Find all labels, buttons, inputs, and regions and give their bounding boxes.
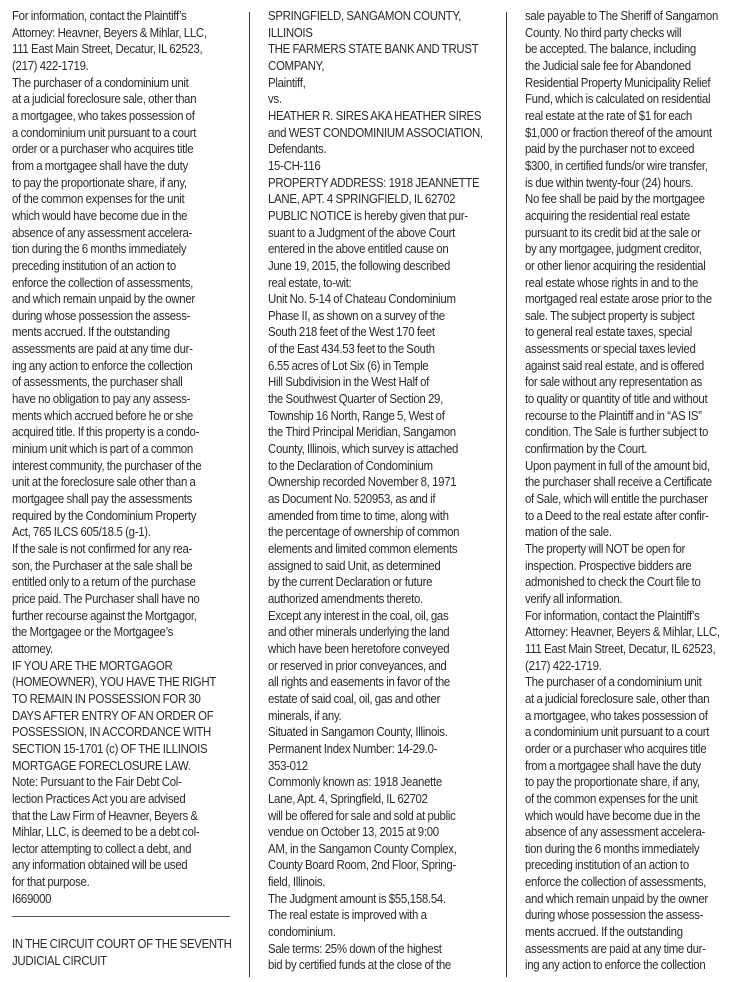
- text-line: that the Law Firm of Heavner, Beyers &: [12, 807, 198, 823]
- text-line: and other minerals underlying the land: [268, 624, 450, 640]
- text-line: the purchaser shall receive a Certificate: [525, 474, 712, 490]
- text-line: to general real estate taxes, special: [525, 324, 693, 340]
- text-line: The real estate is improved with a: [268, 907, 427, 923]
- text-line: is due within twenty-four (24) hours.: [525, 174, 694, 190]
- notice-separator-rule: [12, 916, 230, 917]
- text-line: paid by the purchaser not to exceed: [525, 141, 695, 157]
- column-1-notice-text: [12, 8, 216, 907]
- text-line: 111 East Main Street, Decatur, IL 62523,: [12, 41, 203, 57]
- text-line: The purchaser of a condominium unit: [12, 74, 189, 90]
- text-line: a condominium unit pursuant to a court: [525, 724, 710, 740]
- text-line: $1,000 or fraction thereof of the amount: [525, 124, 712, 140]
- text-line: further recourse against the Mortgagor,: [12, 607, 197, 623]
- text-line: I669000: [12, 890, 52, 906]
- text-line: Attorney: Heavner, Beyers & Mihlar, LLC,: [525, 624, 720, 640]
- text-line: the Third Principal Meridian, Sangamon: [268, 424, 456, 440]
- text-line: confirmation by the Court.: [525, 441, 648, 457]
- text-line: or other lienor acquiring the residential: [525, 257, 706, 273]
- text-line: absence of any assessment accelera-: [12, 224, 193, 240]
- text-line: County. No third party checks will: [525, 24, 682, 40]
- text-line: County Board Room, 2nd Floor, Spring-: [268, 857, 457, 873]
- text-line: admonished to check the Court file to: [525, 574, 701, 590]
- text-line: by the current Declaration or future: [268, 574, 433, 590]
- text-line: the Southwest Quarter of Section 29,: [268, 391, 443, 407]
- text-line: son, the Purchaser at the sale shall be: [12, 557, 193, 573]
- text-line: verify all information.: [525, 590, 623, 606]
- text-line: and which remain unpaid by the owner: [525, 890, 708, 906]
- text-line: assessments are paid at any time dur-: [525, 940, 706, 956]
- text-line: entitled only to a return of the purchase: [12, 574, 196, 590]
- text-line: IF YOU ARE THE MORTGAGOR: [12, 657, 173, 673]
- text-line: during whose possession the assess-: [525, 907, 704, 923]
- text-line: ments accrued. If the outstanding: [12, 324, 170, 340]
- text-line: mation of the sale.: [525, 524, 612, 540]
- text-line: for sale without any representation as: [525, 374, 702, 390]
- text-line: absence of any assessment accelera-: [525, 824, 706, 840]
- text-line: preceding institution of an action to: [12, 257, 176, 273]
- text-line: price paid. The Purchaser shall have no: [12, 590, 200, 606]
- text-line: acquiring the residential real estate: [525, 207, 690, 223]
- text-line: County, Illinois, which survey is attached: [268, 441, 459, 457]
- text-line: real estate at the rate of $1 for each: [525, 107, 692, 123]
- text-line: which would have become due in the: [525, 807, 701, 823]
- text-line: by any mortgagee, judgment creditor,: [525, 241, 702, 257]
- text-line: condominium.: [268, 924, 336, 940]
- text-line: to the Declaration of Condominium: [268, 457, 433, 473]
- text-line: SPRINGFIELD, SANGAMON COUNTY,: [268, 8, 462, 23]
- text-line: against said real estate, and is offered: [525, 357, 704, 373]
- text-line: real estate whose rights in and to the: [525, 274, 699, 290]
- text-line: assessments or special taxes levied: [525, 341, 696, 357]
- text-line: the percentage of ownership of common: [268, 524, 460, 540]
- text-line: will be offered for sale and sold at public: [268, 807, 456, 823]
- text-line: unit at the foreclosure sale other than a: [12, 474, 196, 490]
- text-line: of the East 434.53 feet to the South: [268, 341, 435, 357]
- text-line: recourse to the Plaintiff and in “AS IS”: [525, 407, 702, 423]
- text-line: the Mortgagee or the Mortgagee’s: [12, 624, 174, 640]
- text-line: as Document No. 520953, as and if: [268, 491, 436, 507]
- text-line: tion during the 6 months immediately: [525, 840, 700, 856]
- text-line: sale. The subject property is subject: [525, 307, 695, 323]
- text-line: order or a purchaser who acquires title: [525, 740, 707, 756]
- text-line: inspection. Prospective bidders are: [525, 557, 692, 573]
- text-line: the Judicial sale fee for Abandoned: [525, 57, 691, 73]
- text-line: which have been heretofore conveyed: [268, 640, 450, 656]
- text-line: South 218 feet of the West 170 feet: [268, 324, 435, 340]
- text-line: field, Illinois.: [268, 874, 326, 890]
- text-line: Act, 765 ILCS 605/18.5 (g-1).: [12, 524, 151, 540]
- text-line: ments accrued. If the outstanding: [525, 924, 683, 940]
- text-line: tion during the 6 months immediately: [12, 241, 187, 257]
- text-line: enforce the collection of assessments,: [525, 874, 707, 890]
- text-line: 111 East Main Street, Decatur, IL 62523,: [525, 640, 716, 656]
- text-line: ing any action to enforce the collection: [525, 957, 706, 973]
- text-line: have no obligation to pay any assess-: [12, 391, 191, 407]
- text-line: elements and limited common elements: [268, 541, 458, 556]
- text-line: (217) 422-1719.: [12, 57, 89, 73]
- text-line: $300, in certified funds/or wire transfer,: [525, 157, 708, 173]
- text-line: of assessments, the purchaser shall: [12, 374, 183, 390]
- text-line: amended from time to time, along with: [268, 507, 449, 523]
- text-line: attorney.: [12, 640, 53, 656]
- text-line: preceding institution of an action to: [525, 857, 689, 873]
- court-heading-line: IN THE CIRCUIT COURT OF THE SEVENTH: [12, 936, 232, 951]
- text-line: be accepted. The balance, including: [525, 41, 696, 57]
- text-line: ing any action to enforce the collection: [12, 357, 193, 373]
- column-divider: [249, 12, 250, 977]
- text-line: interest community, the purchaser of the: [12, 457, 202, 473]
- text-line: Mihlar, LLC, is deemed to be a debt col-: [12, 824, 200, 840]
- text-line: a mortgagee, who takes possession of: [525, 707, 708, 723]
- text-line: For information, contact the Plaintiff’s: [525, 607, 700, 623]
- text-line: The purchaser of a condominium unit: [525, 674, 702, 690]
- text-line: SECTION 15-1701 (c) OF THE ILLINOIS: [12, 740, 208, 756]
- text-line: to a Deed to the real estate after confir-: [525, 507, 709, 523]
- text-line: PUBLIC NOTICE is hereby given that pur-: [268, 207, 468, 223]
- text-line: 353-012: [268, 757, 308, 773]
- text-line: The property will NOT be open for: [525, 541, 686, 556]
- text-line: required by the Condominium Property: [12, 507, 197, 523]
- text-line: Commonly known as: 1918 Jeanette: [268, 774, 442, 790]
- text-line: Situated in Sangamon County, Illinois.: [268, 724, 448, 740]
- text-line: vendue on October 13, 2015 at 9:00: [268, 824, 439, 840]
- text-line: DAYS AFTER ENTRY OF AN ORDER OF: [12, 707, 214, 723]
- text-line: which would have become due in the: [12, 207, 188, 223]
- text-line: sale payable to The Sheriff of Sangamon: [525, 8, 719, 23]
- text-line: Unit No. 5-14 of Chateau Condominium: [268, 291, 456, 307]
- text-line: and WEST CONDOMINIUM ASSOCIATION,: [268, 124, 483, 140]
- text-line: of Sale, which will entitle the purchaser: [525, 491, 708, 507]
- text-line: assigned to said Unit, as determined: [268, 557, 441, 573]
- text-line: to pay the proportionate share, if any,: [525, 774, 700, 790]
- text-line: AM, in the Sangamon County Complex,: [268, 840, 457, 856]
- text-line: 6.55 acres of Lot Six (6) in Temple: [268, 357, 429, 373]
- text-line: all rights and easements in favor of the: [268, 674, 450, 690]
- text-line: THE FARMERS STATE BANK AND TRUST: [268, 41, 479, 57]
- court-heading: [12, 936, 232, 969]
- text-line: condition. The Sale is further subject to: [525, 424, 709, 440]
- column-3-notice-text: [525, 8, 720, 974]
- text-line: Township 16 North, Range 5, West of: [268, 407, 445, 423]
- text-line: for that purpose.: [12, 874, 90, 890]
- text-line: Phase II, as shown on a survey of the: [268, 307, 445, 323]
- text-line: Permanent Index Number: 14-29.0-: [268, 740, 438, 756]
- text-line: Lane, Apt. 4, Springfield, IL 62702: [268, 790, 428, 806]
- text-line: Defendants.: [268, 141, 327, 157]
- text-line: real estate, to-wit:: [268, 274, 352, 290]
- text-line: 15-CH-116: [268, 157, 321, 173]
- column-2-notice-text: [268, 8, 483, 974]
- text-line: during whose possession the assess-: [12, 307, 191, 323]
- text-line: acquired title. If this property is a condo-: [12, 424, 200, 440]
- text-line: mortgagee shall pay the assessments: [12, 491, 193, 507]
- text-line: a mortgagee, who takes possession of: [12, 107, 195, 123]
- text-line: Plaintiff,: [268, 74, 306, 90]
- text-line: and which remain unpaid by the owner: [12, 291, 195, 307]
- text-line: minium unit which is part of a common: [12, 441, 193, 457]
- text-line: to pay the proportionate share, if any,: [12, 174, 187, 190]
- text-line: bid by certified funds at the close of the: [268, 957, 451, 973]
- text-line: at a judicial foreclosure sale, other than: [525, 690, 710, 706]
- text-line: (HOMEOWNER), YOU HAVE THE RIGHT: [12, 674, 217, 690]
- text-line: No fee shall be paid by the mortgagee: [525, 191, 705, 207]
- text-line: from a mortgagee shall have the duty: [525, 757, 701, 773]
- text-line: Sale terms: 25% down of the highest: [268, 940, 442, 956]
- text-line: of the common expenses for the unit: [12, 191, 185, 207]
- text-line: lection Practices Act you are advised: [12, 790, 186, 806]
- text-line: If the sale is not confirmed for any rea-: [12, 541, 193, 556]
- text-line: The Judgment amount is $55,158.54.: [268, 890, 446, 906]
- text-line: June 19, 2015, the following described: [268, 257, 451, 273]
- text-line: assessments are paid at any time dur-: [12, 341, 193, 357]
- text-line: Fund, which is calculated on residential: [525, 91, 711, 107]
- text-line: minerals, if any.: [268, 707, 342, 723]
- text-line: HEATHER R. SIRES AKA HEATHER SIRES: [268, 107, 482, 123]
- text-line: COMPANY,: [268, 57, 325, 73]
- text-line: LANE, APT. 4 SPRINGFIELD, IL 62702: [268, 191, 456, 207]
- text-line: Ownership recorded November 8, 1971: [268, 474, 457, 490]
- text-line: a condominium unit pursuant to a court: [12, 124, 197, 140]
- text-line: Attorney: Heavner, Beyers & Mihlar, LLC,: [12, 24, 207, 40]
- text-line: Hill Subdivision in the West Half of: [268, 374, 430, 390]
- text-line: entered in the above entitled cause on: [268, 241, 449, 257]
- text-line: Upon payment in full of the amount bid,: [525, 457, 710, 473]
- text-line: For information, contact the Plaintiff’s: [12, 8, 187, 23]
- text-line: TO REMAIN IN POSSESSION FOR 30: [12, 690, 201, 706]
- text-line: of the common expenses for the unit: [525, 790, 698, 806]
- text-line: lector attempting to collect a debt, and: [12, 840, 192, 856]
- text-line: (217) 422-1719.: [525, 657, 602, 673]
- text-line: any information obtained will be used: [12, 857, 188, 873]
- text-line: PROPERTY ADDRESS: 1918 JEANNETTE: [268, 174, 480, 190]
- text-line: ments which accrued before he or she: [12, 407, 193, 423]
- column-divider: [506, 12, 507, 977]
- text-line: POSSESSION, IN ACCORDANCE WITH: [12, 724, 211, 740]
- text-line: at a judicial foreclosure sale, other than: [12, 91, 197, 107]
- text-line: to quality or quantity of title and without: [525, 391, 708, 407]
- text-line: vs.: [268, 91, 282, 107]
- court-heading-line: JUDICIAL CIRCUIT: [12, 952, 107, 968]
- text-line: authorized amendments thereto.: [268, 590, 423, 606]
- text-line: from a mortgagee shall have the duty: [12, 157, 188, 173]
- text-line: order or a purchaser who acquires title: [12, 141, 194, 157]
- text-line: estate of said coal, oil, gas and other: [268, 690, 441, 706]
- text-line: suant to a Judgment of the above Court: [268, 224, 456, 240]
- text-line: Except any interest in the coal, oil, gas: [268, 607, 449, 623]
- text-line: enforce the collection of assessments,: [12, 274, 194, 290]
- text-line: ILLINOIS: [268, 24, 313, 40]
- text-line: pursuant to its credit bid at the sale or: [525, 224, 701, 240]
- text-line: or reserved in prior conveyances, and: [268, 657, 447, 673]
- text-line: mortgaged real estate arose prior to the: [525, 291, 712, 307]
- text-line: MORTGAGE FORECLOSURE LAW.: [12, 757, 191, 773]
- text-line: Note: Pursuant to the Fair Debt Col-: [12, 774, 182, 790]
- text-line: Residential Property Municipality Relief: [525, 74, 711, 90]
